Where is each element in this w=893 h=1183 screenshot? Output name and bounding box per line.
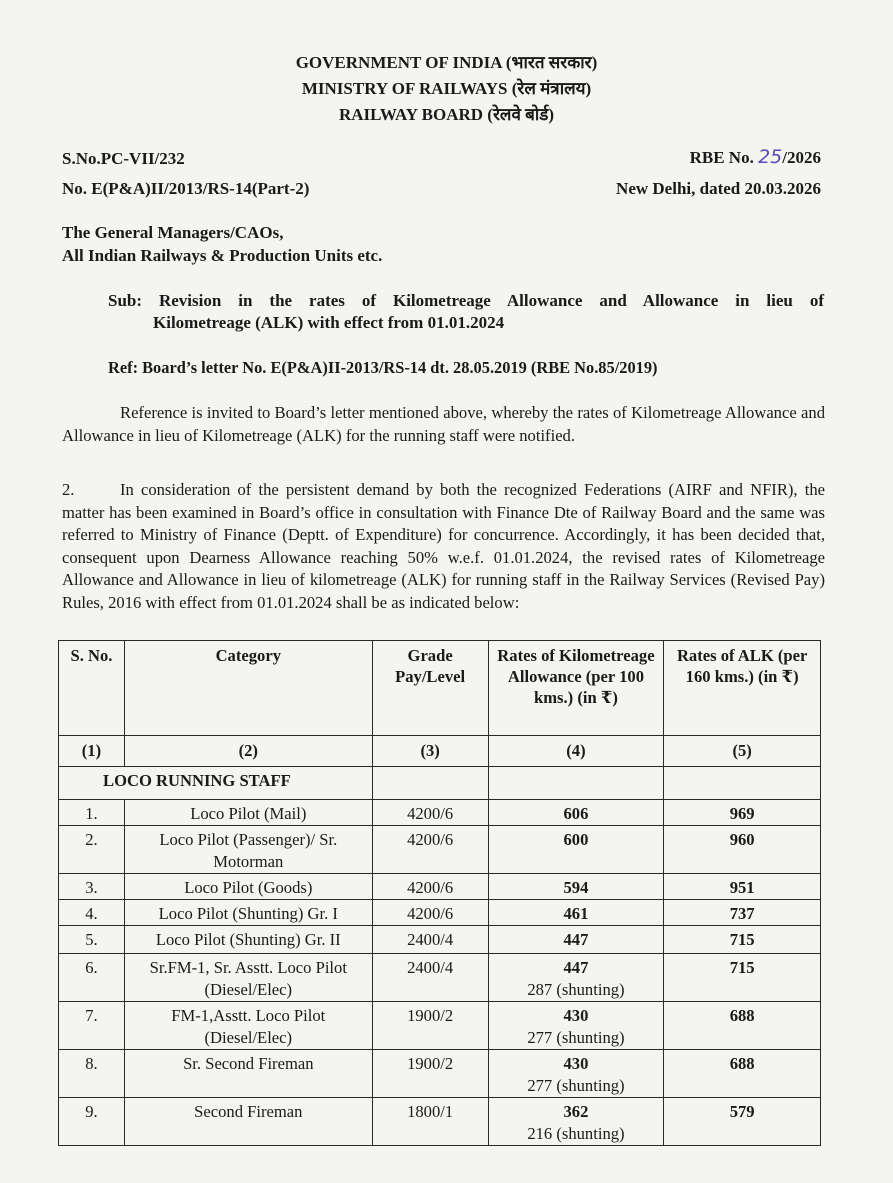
column-number: (3) [372,736,488,767]
cell-sno: 2. [59,826,125,874]
col-header-sno: S. No. [59,641,125,736]
table-header-row [59,641,821,736]
cell-ka-rate [488,826,664,874]
column-number-row [59,736,821,767]
cell-category: Loco Pilot (Passenger)/ Sr. Motorman [124,826,372,874]
table-row [59,900,821,926]
table-row [59,826,821,874]
rbe-number [690,146,821,168]
cell-alk-rate: 737 [664,900,821,926]
cell-sno: 3. [59,874,125,900]
table-row [59,1050,821,1098]
cell-grade: 4200/6 [372,874,488,900]
cell-category: Loco Pilot (Shunting) Gr. II [124,926,372,954]
col-header-grade: Grade Pay/Level [372,641,488,736]
table-body [59,800,821,1146]
empty-cell [664,767,821,800]
ka-rate-value: 430 [563,1006,589,1025]
cell-alk-rate: 960 [664,826,821,874]
cell-category: FM-1,Asstt. Loco Pilot (Diesel/Elec) [124,1002,372,1050]
addressee-line-1: The General Managers/CAOs, [62,223,284,242]
paragraph-1 [62,402,825,447]
cell-category: Sr.FM-1, Sr. Asstt. Loco Pilot (Diesel/Elec) [124,954,372,1002]
table-row [59,926,821,954]
place-date: New Delhi, dated 20.03.2026 [616,179,821,198]
cell-category: Sr. Second Fireman [124,1050,372,1098]
cell-alk-rate: 688 [664,1050,821,1098]
cell-alk-rate: 579 [664,1098,821,1146]
cell-grade: 1800/1 [372,1098,488,1146]
cell-sno: 8. [59,1050,125,1098]
column-number: (5) [664,736,821,767]
cell-sno: 6. [59,954,125,1002]
col-header-category: Category [124,641,372,736]
cell-grade: 4200/6 [372,826,488,874]
paragraph-2 [62,479,825,614]
ka-rate-value: 430 [563,1054,589,1073]
file-number: No. E(P&A)II/2013/RS-14(Part-2) [62,179,310,198]
reference-line: Ref: Board’s letter No. E(P&A)II-2013/RS-14 dt. 28.05.2019 (RBE No.85/2019) [108,358,658,377]
section-row [59,767,821,800]
paragraph-2-number: 2. [62,480,75,499]
subject-line-2: Kilometreage (ALK) with effect from 01.01.2024 [153,313,505,332]
cell-alk-rate: 951 [664,874,821,900]
table-row [59,800,821,826]
cell-alk-rate: 715 [664,954,821,1002]
cell-ka-rate [488,800,664,826]
cell-ka-rate [488,1002,664,1050]
cell-category: Second Fireman [124,1098,372,1146]
cell-grade: 1900/2 [372,1002,488,1050]
rbe-year: /2026 [782,148,821,167]
cell-category: Loco Pilot (Shunting) Gr. I [124,900,372,926]
table-row [59,874,821,900]
rbe-label: RBE No. [689,148,754,167]
header-line-government: GOVERNMENT OF INDIA (भारत सरकार) [295,53,598,72]
cell-ka-rate [488,1050,664,1098]
serial-number: S.No.PC-VII/232 [62,149,185,168]
col-header-ka-rate: Rates of Kilometreage Allowance (per 100 kms.) (in ₹) [488,641,664,736]
cell-ka-rate [488,900,664,926]
cell-alk-rate: 715 [664,926,821,954]
cell-sno: 4. [59,900,125,926]
ka-rate-value: 461 [563,904,589,923]
empty-cell [372,767,488,800]
cell-grade: 4200/6 [372,800,488,826]
cell-grade: 2400/4 [372,954,488,1002]
cell-alk-rate: 688 [664,1002,821,1050]
cell-ka-rate [488,954,664,1002]
addressee-line-2: All Indian Railways & Production Units etc. [62,246,383,265]
cell-ka-rate [488,926,664,954]
ka-rate-shunting: 277 (shunting) [527,1028,625,1047]
cell-alk-rate: 969 [664,800,821,826]
empty-cell [488,767,664,800]
ka-rate-value: 594 [563,878,589,897]
ka-rate-value: 600 [563,830,589,849]
cell-sno: 7. [59,1002,125,1050]
cell-grade: 2400/4 [372,926,488,954]
table-row [59,1098,821,1146]
section-title: LOCO RUNNING STAFF [59,767,373,800]
cell-grade: 4200/6 [372,900,488,926]
paragraph-1-text: Reference is invited to Board’s letter mentioned above, whereby the rates of Kilometreage Allowance and Allowance in lieu of Kilometreage (ALK) for the running staff were notified. [62,403,825,445]
ka-rate-shunting: 216 (shunting) [527,1124,625,1143]
column-number: (4) [488,736,664,767]
ka-rate-value: 606 [563,804,589,823]
column-number: (2) [124,736,372,767]
ka-rate-shunting: 277 (shunting) [527,1076,625,1095]
ka-rate-shunting: 287 (shunting) [527,980,625,999]
cell-ka-rate [488,1098,664,1146]
cell-category: Loco Pilot (Mail) [124,800,372,826]
ka-rate-value: 447 [563,930,589,949]
subject-line-1: Sub: Revision in the rates of Kilometreage Allowance and Allowance in lieu of [108,291,824,310]
cell-category: Loco Pilot (Goods) [124,874,372,900]
rbe-handwritten-number: 25 [758,146,783,168]
cell-sno: 9. [59,1098,125,1146]
table-row [59,954,821,1002]
ka-rate-value: 447 [563,958,589,977]
cell-sno: 1. [59,800,125,826]
rates-table [58,640,821,1146]
ka-rate-value: 362 [563,1102,589,1121]
table-row [59,1002,821,1050]
column-number: (1) [59,736,125,767]
header-line-ministry: MINISTRY OF RAILWAYS (रेल मंत्रालय) [301,79,592,98]
col-header-alk-rate: Rates of ALK (per 160 kms.) (in ₹) [664,641,821,736]
cell-grade: 1900/2 [372,1050,488,1098]
paragraph-2-text: In consideration of the persistent demand by both the recognized Federations (AIRF and NFIR), the matter has been examined in Board’s office in consultation with Finance Dte of Railway Board and the same was referred to Ministry of Finance (Deptt. of Expenditure) for concurrence. Accordingly, it has been decided that, consequent upon Dearness Allowance reaching 50% w.e.f. 01.01.2024, the revised rates of Kilometreage Allowance and Allowance in lieu of kilometreage (ALK) for running staff in the Railway Services (Revised Pay) Rules, 2016 with effect from 01.01.2024 shall be as indicated below: [62,480,825,612]
header-line-board: RAILWAY BOARD (रेलवे बोर्ड) [338,105,555,124]
cell-ka-rate [488,874,664,900]
cell-sno: 5. [59,926,125,954]
